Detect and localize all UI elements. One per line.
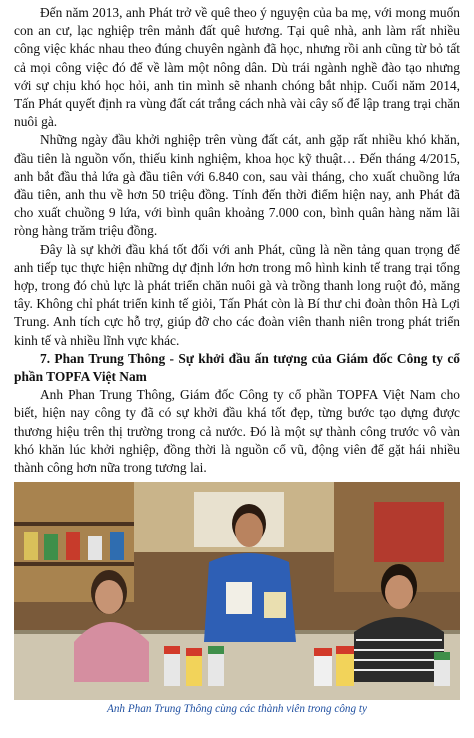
paragraph-2: Những ngày đầu khởi nghiệp trên vùng đất cát, anh gặp rất nhiều khó khăn, đầu tiên là nguồn vốn, thiếu kinh nghiệm, khoa học kỹ thuật… Đến tháng 4/2015, anh bắt đầu thả lứa gà đầu tiên với 6.840 con, sau vài tháng, cho xuất chuồng lứa đầu tiên, anh thu về hơn 50 triệu đồng. Tính đến thời điểm hiện nay, anh Phát đã cho xuất chuồng 9 lứa, với bình quân khoảng 7.000 con, bình quân hàng năm lãi ròng hàng trăm triệu đồng. <box>14 132 460 239</box>
paragraph-4: Anh Phan Trung Thông, Giám đốc Công ty cổ phần TOPFA Việt Nam cho biết, hiện nay công ty đã có sự khởi đầu khá tốt đẹp, từng bước tạo dựng được thương hiệu trên thị trường trong cả nước. Đó là một sự thành công trước vô vàn khó khăn lúc khởi nghiệp, đồng thời là nguồn cổ vũ, động viên để gặt hái nhiều thành công hơn nữa trong tương lai. <box>14 387 460 476</box>
photo-illustration <box>14 482 460 700</box>
company-team-photo <box>14 482 460 700</box>
paragraph-3: Đây là sự khởi đầu khá tốt đối với anh Phát, cũng là nền tảng quan trọng để anh tiếp tục thực hiện những dự định lớn hơn trong mô hình kinh tế trang trại tổng hợp, trong đó chủ lực là phát triển chăn nuôi gà và trồng thanh long ruột đỏ, măng tây. Không chỉ phát triển kinh tế giỏi, Tấn Phát còn là Bí thư chi đoàn thôn Hà Lợi Trung. Anh tích cực hỗ trợ, giúp đỡ cho các đoàn viên thanh niên trong phát triển kinh tế và nhiều lĩnh vực khác. <box>14 241 460 348</box>
paragraph-1: Đến năm 2013, anh Phát trở về quê theo ý nguyện của ba mẹ, với mong muốn con an cư, lạc nghiệp trên mảnh đất quê hương. Tại quê nhà, anh làm rất nhiều công việc khác nhau theo đúng chuyên ngành đã học, nhưng rồi anh cũng từ bỏ tất cả mọi công việc đó để về làm một nông dân. Dù trái ngành nghề đào tạo nhưng với sự chịu khó học hỏi, anh tin mình sẽ nhanh chóng bắt nhịp. Cuối năm 2014, Tấn Phát quyết định ra vùng đất cát trắng cách nhà vài cây số để lập trang trại chăn nuôi gà. <box>14 5 460 130</box>
photo-caption: Anh Phan Trung Thông cùng các thành viên trong công ty <box>107 703 367 716</box>
section-heading: 7. Phan Trung Thông - Sự khởi đầu ấn tượng của Giám đốc Công ty cổ phần TOPFA Việt Nam <box>14 350 460 385</box>
